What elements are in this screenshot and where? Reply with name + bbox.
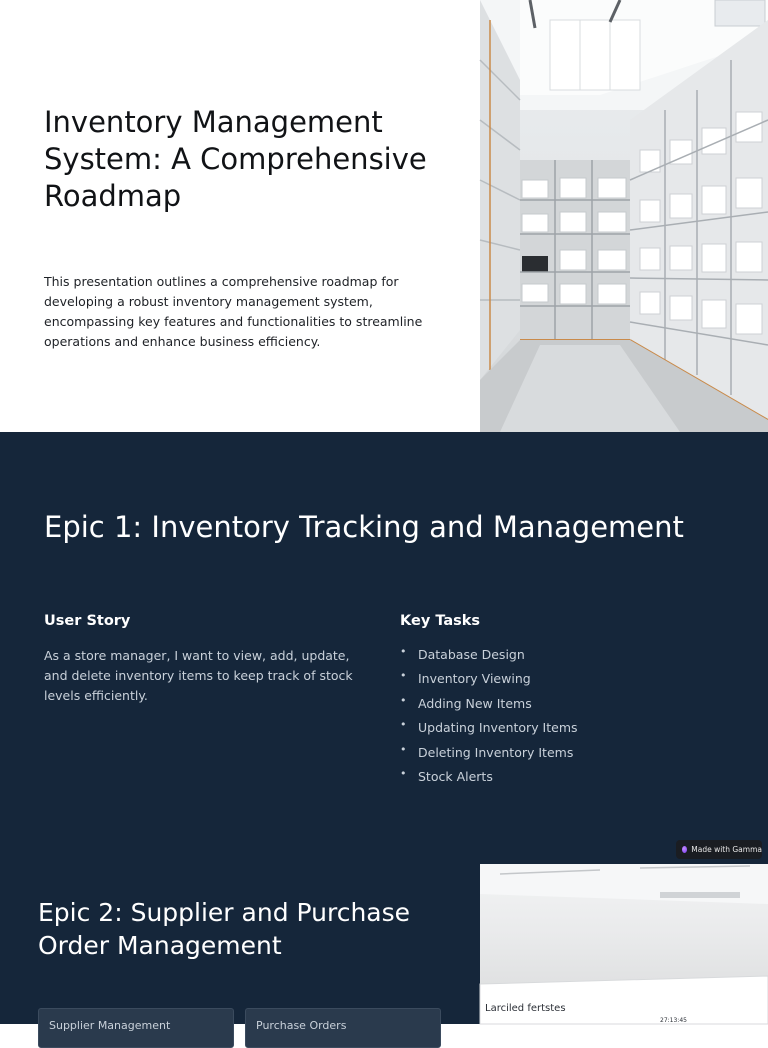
key-task-item xyxy=(400,718,578,742)
badge-label: Made with Gamma xyxy=(691,845,762,854)
key-tasks-heading: Key Tasks xyxy=(400,613,481,629)
bullet-icon: • xyxy=(400,669,407,683)
card-title: Supplier Management xyxy=(49,1019,171,1032)
key-tasks-list xyxy=(400,645,578,791)
slide-epic-1 xyxy=(0,432,768,864)
user-story-heading: User Story xyxy=(44,613,131,629)
purchase-orders-card xyxy=(245,1008,441,1048)
slide-epic-2 xyxy=(0,864,768,1032)
key-task-label: Updating Inventory Items xyxy=(418,720,578,736)
bullet-icon: • xyxy=(400,693,407,707)
warehouse-shelves-image xyxy=(480,0,768,432)
office-screen-image xyxy=(480,864,768,1024)
supplier-management-card xyxy=(38,1008,234,1048)
gamma-logo-icon xyxy=(682,846,687,853)
made-with-gamma-badge[interactable] xyxy=(676,840,762,859)
bullet-icon: • xyxy=(400,742,407,756)
photo-screen-time: 27:13:45 xyxy=(660,1017,687,1024)
key-task-item xyxy=(400,767,578,791)
key-task-label: Inventory Viewing xyxy=(418,671,531,687)
epic-1-heading: Epic 1: Inventory Tracking and Management xyxy=(44,510,684,544)
key-task-label: Adding New Items xyxy=(418,695,532,711)
epic-2-heading: Epic 2: Supplier and Purchase Order Management xyxy=(38,898,411,960)
key-task-label: Deleting Inventory Items xyxy=(418,744,574,760)
bullet-icon: • xyxy=(400,718,407,732)
bullet-icon: • xyxy=(400,766,407,780)
slide-intro-paragraph: This presentation outlines a comprehensive roadmap for developing a robust inventory management system, encompassing key features and functionalities to streamline operations and enhance business efficiency. xyxy=(44,274,423,349)
slide-title-heading: Inventory Management System: A Comprehensive Roadmap xyxy=(44,105,427,213)
card-title: Purchase Orders xyxy=(256,1019,347,1032)
key-task-item xyxy=(400,645,578,669)
user-story-text: As a store manager, I want to view, add, update, and delete inventory items to keep track of stock levels efficiently. xyxy=(44,648,353,703)
key-task-item xyxy=(400,694,578,718)
key-task-item xyxy=(400,743,578,767)
bullet-icon: • xyxy=(400,645,407,658)
slide-title xyxy=(0,0,768,432)
photo-screen-text: Larciled fertstes xyxy=(485,1003,566,1014)
key-task-item xyxy=(400,669,578,693)
key-task-label: Database Design xyxy=(418,647,525,662)
key-task-label: Stock Alerts xyxy=(418,768,493,784)
